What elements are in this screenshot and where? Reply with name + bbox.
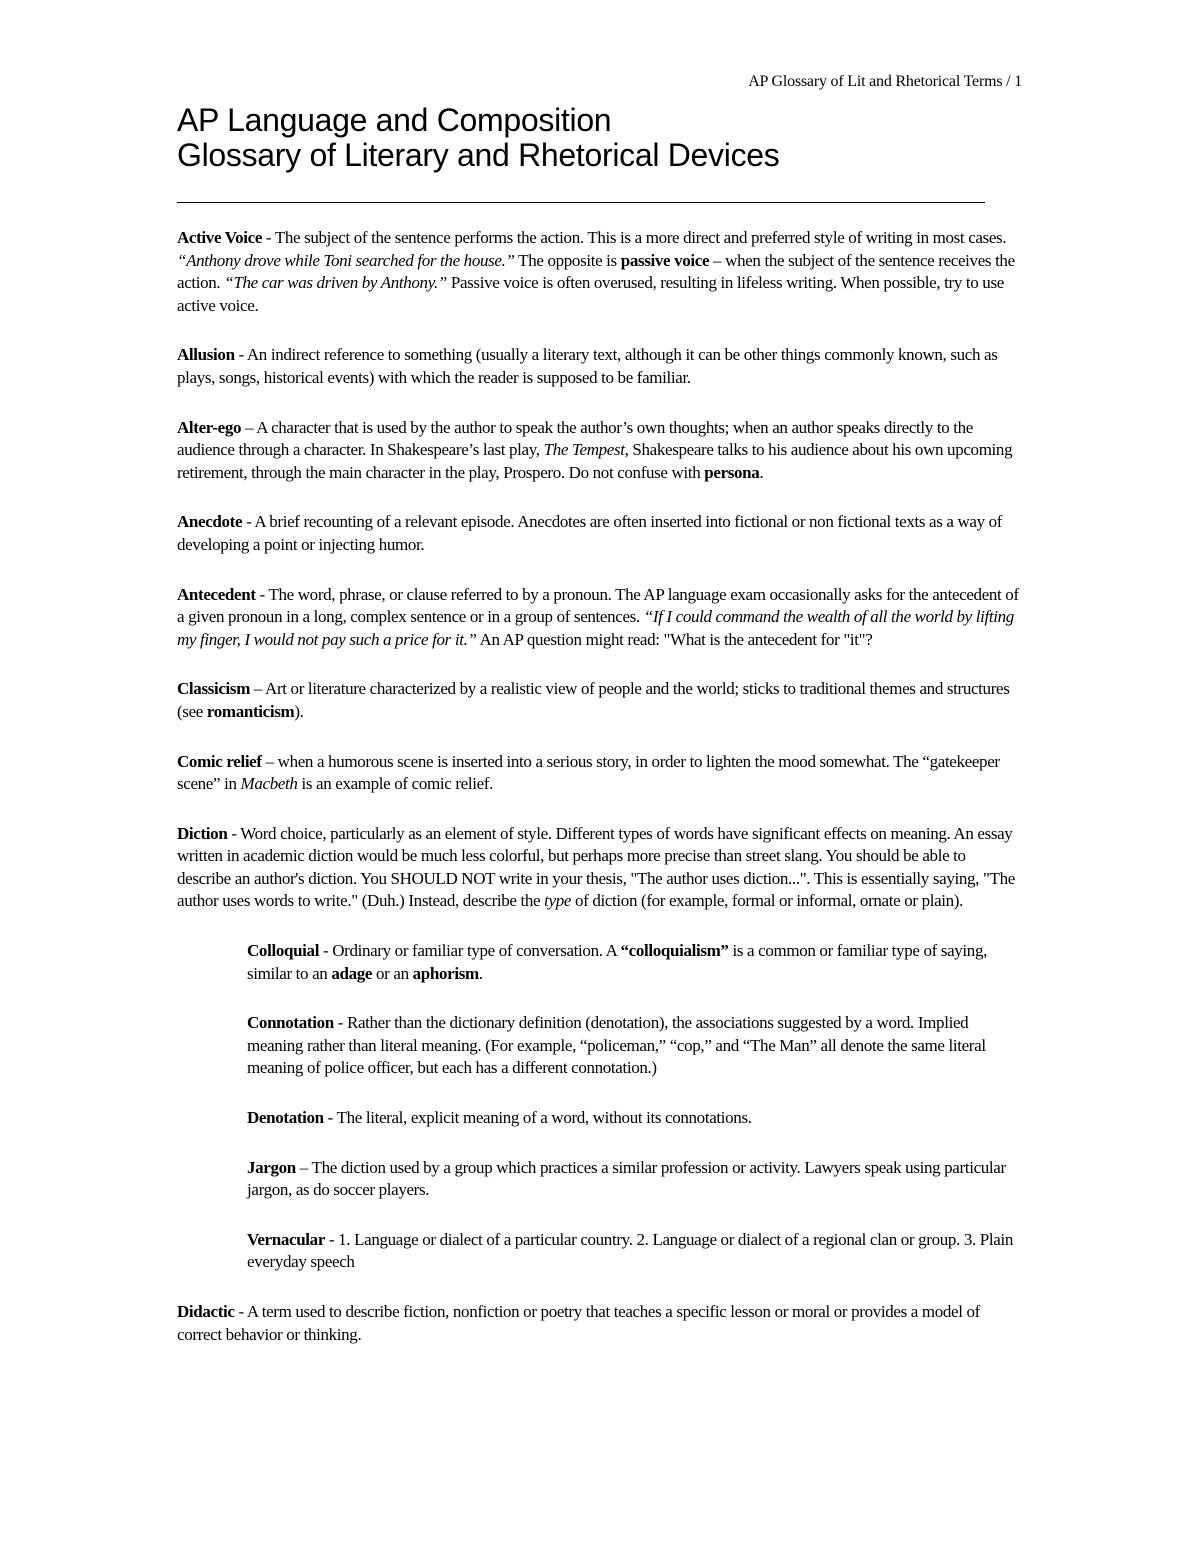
definition-text: is a common or familiar type of saying, similar to an [247,941,988,983]
definition-text: - The subject of the sentence performs the action. This is a more direct and preferred style of writing in most cases. [262,228,1007,247]
work-title: The Tempest [543,440,625,460]
definition-text: - Word choice, particularly as an element of style. Different types of words have significant effects on meaning. An essay written in academic diction would be much less colorful, but perhaps more precise than street slang. You should be able to describe an author's diction. You SHOULD NOT write in your thesis, "The author uses diction...". This is essentially saying, "The author uses words to write." (Duh.) Instead, describe the [177,823,1015,911]
example-text: “Anthony drove while Toni searched for the house.” [177,250,515,270]
definition-text: – The diction used by a group which practices a similar profession or activity. Lawyers speak using particular jargon, as do soccer players. [247,1157,1006,1200]
definition-text: is an example of comic relief. [297,774,493,794]
entry-denotation [247,1107,1022,1130]
example-text: “If I could command the wealth of all the world by lifting my finger, I would not pay such a price for it.” [177,607,1014,649]
definition-text: - A brief recounting of a relevant episode. Anecdotes are often inserted into fictional or non fictional texts as a way of developing a point or injecting humor. [177,512,1003,554]
glossary-body [177,227,1022,1373]
definition-text: – when the subject of the sentence receives the action. [177,250,1015,293]
title-line-1: AP Language and Composition [177,102,612,138]
entry-colloquial [247,940,1022,985]
term-label: Anecdote [177,512,243,532]
definition-text: or an [372,963,413,983]
definition-text: - 1. Language or dialect of a particular country. 2. Language or dialect of a regional clan or group. 3. Plain everyday speech [247,1229,1013,1272]
cross-reference-term: “colloquialism” [620,941,729,961]
entry-jargon [247,1157,1022,1202]
emphasis-text: type [544,891,572,911]
definition-text: of diction (for example, formal or informal, ornate or plain). [571,891,964,911]
definition-text: . [478,963,483,983]
entry-vernacular [247,1229,1022,1274]
cross-reference-term: passive voice [620,250,710,270]
definition-text: . [759,462,764,482]
cross-reference-term: persona [704,462,760,482]
definition-text: - Ordinary or familiar type of conversation. A [319,941,621,961]
term-label: Classicism [177,679,251,699]
entry-active-voice [177,227,1022,317]
term-label: Allusion [177,345,235,365]
definition-text: - Rather than the dictionary definition (denotation), the associations suggested by a word. Implied meaning rather than literal meaning. (For example, “policeman,” “cop,” and “The Man” all denote the same literal meaning of police officer, but each has a different connotation.) [247,1013,986,1078]
definition-text: - An indirect reference to something (usually a literary text, although it can be other things commonly known, such as plays, songs, historical events) with which the reader is supposed to be familiar. [177,345,998,387]
term-label: Active Voice [177,228,263,247]
entry-allusion [177,344,1022,389]
term-label: Connotation [247,1013,334,1033]
running-head: AP Glossary of Lit and Rhetorical Terms / 1 [748,73,1022,90]
term-label: Colloquial [247,941,320,961]
definition-text: An AP question might read: "What is the antecedent for "it"? [476,629,873,649]
title-line-2: Glossary of Literary and Rhetorical Devices [177,137,780,173]
title-divider [177,202,985,203]
term-label: Denotation [247,1108,324,1128]
cross-reference-term: aphorism [412,963,479,983]
term-label: Antecedent [177,584,256,604]
definition-text: , Shakespeare talks to his audience about his own upcoming retirement, through the main character in the play, Prospero. Do not confuse with [177,440,1013,482]
definition-text: - A term used to describe fiction, nonfiction or poetry that teaches a specific lesson or moral or provides a model of correct behavior or thinking. [177,1302,980,1344]
entry-antecedent [177,584,1022,652]
cross-reference-term: romanticism [206,701,295,721]
work-title: Macbeth [240,774,298,794]
page-title [177,103,987,173]
definition-text: - The literal, explicit meaning of a word, without its connotations. [323,1108,752,1128]
definition-text: – Art or literature characterized by a realistic view of people and the world; sticks to traditional themes and structures (see [177,679,1010,721]
definition-text: - The word, phrase, or clause referred to by a pronoun. The AP language exam occasionally asks for the antecedent of a given pronoun in a long, complex sentence or in a group of sentences. [177,584,1019,627]
entry-didactic [177,1301,1022,1346]
definition-text: – A character that is used by the author to speak the author’s own thoughts; when an author speaks directly to the audience through a character. In Shakespeare’s last play, [177,417,973,460]
definition-text: ). [294,701,304,721]
example-text: “The car was driven by Anthony.” [224,273,447,293]
term-label: Jargon [247,1157,296,1177]
term-label: Didactic [177,1302,235,1321]
term-label: Diction [177,823,228,843]
definition-text: Passive voice is often overused, resulting in lifeless writing. When possible, try to use active voice. [177,273,1004,315]
entry-diction [177,823,1022,913]
definition-text: – when a humorous scene is inserted into a serious story, in order to lighten the mood somewhat. The “gatekeeper scene” in [177,751,1000,794]
term-label: Comic relief [177,751,262,771]
entry-comic-relief [177,751,1022,796]
entry-classicism [177,678,1022,723]
cross-reference-term: adage [331,963,373,983]
term-label: Alter-ego [177,417,242,437]
entry-anecdote [177,511,1022,556]
entry-connotation [247,1012,1022,1080]
definition-text: The opposite is [514,250,621,270]
term-label: Vernacular [247,1229,326,1249]
entry-alter-ego [177,417,1022,485]
